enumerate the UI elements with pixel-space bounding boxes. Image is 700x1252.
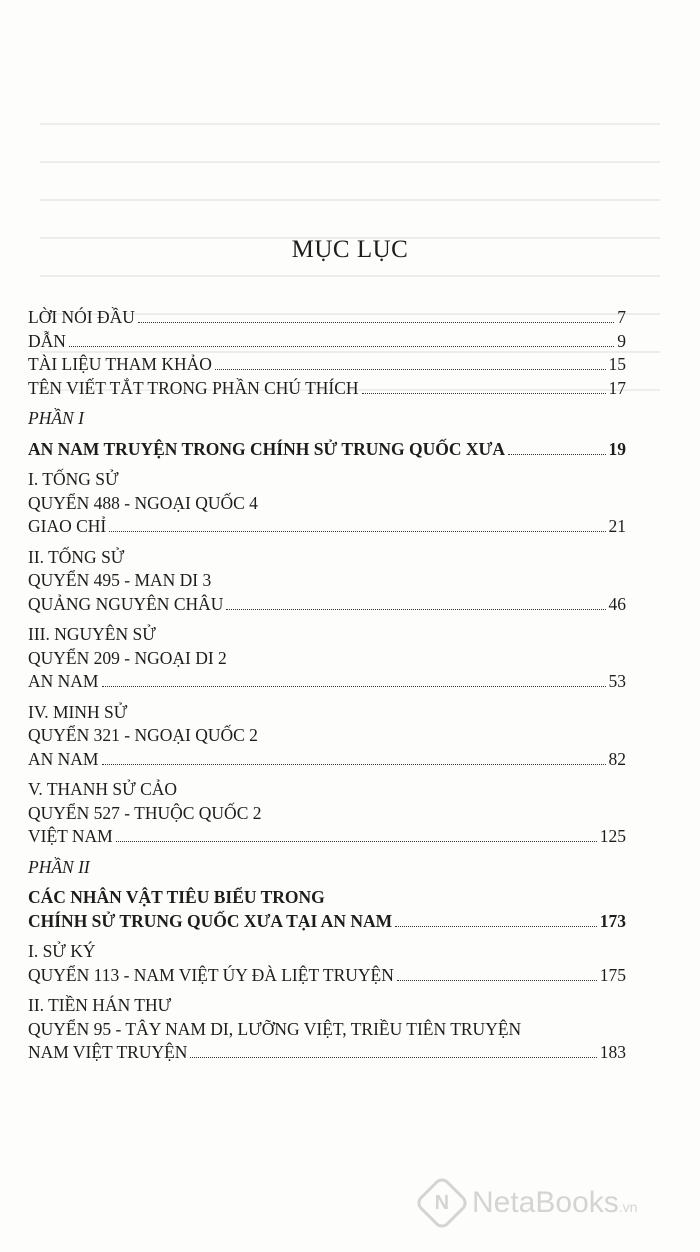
watermark-brand: NetaBooks [472, 1186, 619, 1219]
dot-leader [397, 980, 597, 981]
toc-entry-title: QUYỂN 209 - NGOẠI DI 2 [28, 647, 227, 668]
table-of-contents [28, 306, 626, 1065]
toc-page-number: 46 [608, 593, 626, 614]
toc-entry-title: I. SỬ KÝ [28, 941, 96, 961]
toc-entry-title: TÀI LIỆU THAM KHẢO [28, 354, 212, 374]
toc-entry-title: CHÍNH SỬ TRUNG QUỐC XƯA TẠI AN NAM [28, 910, 393, 931]
toc-page-number: 9 [617, 330, 626, 351]
dot-leader [215, 369, 606, 370]
toc-entry [28, 1041, 626, 1065]
toc-entry-title: QUYỂN 527 - THUỘC QUỐC 2 [28, 802, 262, 823]
dot-leader [102, 764, 606, 765]
toc-entry [28, 438, 626, 462]
dot-leader [116, 841, 597, 842]
toc-page-number: 173 [599, 910, 626, 931]
toc-section-heading [28, 468, 626, 492]
watermark [422, 1183, 637, 1223]
toc-page-number: 19 [608, 438, 626, 459]
toc-section-heading [28, 492, 626, 516]
toc-entry-title: III. NGUYÊN SỬ [28, 624, 156, 644]
toc-entry-title: AN NAM TRUYỆN TRONG CHÍNH SỬ TRUNG QUỐC XƯA [28, 438, 506, 459]
toc-section-heading [28, 569, 626, 593]
toc-section-heading [28, 778, 626, 802]
toc-page-number: 15 [608, 354, 626, 374]
toc-entry [28, 748, 626, 772]
toc-entry-title: TÊN VIẾT TẮT TRONG PHẦN CHÚ THÍCH [28, 377, 359, 398]
dot-leader [69, 346, 614, 347]
dot-leader [226, 609, 605, 610]
toc-entry-title: AN NAM [28, 671, 99, 691]
toc-entry-title: VIỆT NAM [28, 826, 113, 846]
toc-entry [28, 306, 626, 330]
toc-entry-title: QUYỂN 95 - TÂY NAM DI, LƯỠNG VIỆT, TRIỀU TIÊN TRUYỆN [28, 1018, 522, 1039]
toc-page-number: 53 [608, 671, 626, 691]
dot-leader [109, 531, 605, 532]
toc-page-number: 7 [617, 307, 626, 327]
toc-entry-title: QUẢNG NGUYÊN CHÂU [28, 593, 224, 614]
toc-entry [28, 670, 626, 694]
toc-entry [28, 377, 626, 401]
toc-entry-title: II. TỐNG SỬ [28, 546, 125, 567]
toc-section-heading [28, 994, 626, 1018]
toc-entry-title: QUYỂN 495 - MAN DI 3 [28, 570, 212, 590]
dot-leader [508, 454, 605, 455]
watermark-suffix: .vn [618, 1199, 638, 1215]
toc-section-heading [28, 886, 626, 910]
toc-entry [28, 515, 626, 539]
toc-page-number: 82 [608, 748, 626, 769]
toc-entry [28, 964, 626, 988]
toc-entry-title: QUYỂN 113 - NAM VIỆT ÚY ĐÀ LIỆT TRUYỆN [28, 964, 394, 985]
toc-section-heading [28, 623, 626, 647]
toc-entry-title: CÁC NHÂN VẬT TIÊU BIỂU TRONG [28, 887, 325, 907]
toc-page-number: 17 [608, 377, 626, 398]
toc-entry-title: AN NAM [28, 748, 99, 769]
toc-page-number: 175 [599, 964, 626, 985]
toc-entry-title: DẪN [28, 330, 66, 351]
toc-entry [28, 593, 626, 617]
toc-section-heading [28, 546, 626, 570]
toc-section-heading [28, 802, 626, 826]
toc-entry-title: NAM VIỆT TRUYỆN [28, 1042, 188, 1062]
dot-leader [138, 322, 614, 323]
netabooks-logo-icon: N [414, 1175, 471, 1232]
toc-section-heading [28, 1018, 626, 1042]
toc-entry [28, 330, 626, 354]
toc-entry-title: QUYỂN 488 - NGOẠI QUỐC 4 [28, 492, 258, 513]
toc-section-heading [28, 701, 626, 725]
toc-entry-title: QUYỂN 321 - NGOẠI QUỐC 2 [28, 725, 258, 745]
toc-entry-title: IV. MINH SỬ [28, 701, 128, 722]
toc-entry-title: LỜI NÓI ĐẦU [28, 307, 135, 327]
toc-entry-title: I. TỐNG SỬ [28, 469, 119, 489]
page-title: MỤC LỤC [291, 236, 409, 263]
toc-entry [28, 910, 626, 934]
toc-entry [28, 353, 626, 377]
toc-section-heading [28, 940, 626, 964]
toc-entry-title: V. THANH SỬ CẢO [28, 779, 178, 799]
toc-entry [28, 825, 626, 849]
dot-leader [362, 393, 606, 394]
dot-leader [395, 926, 597, 927]
toc-entry-title: GIAO CHỈ [28, 516, 107, 536]
toc-page-number: 125 [599, 826, 626, 846]
dot-leader [190, 1057, 596, 1058]
toc-page-number: 21 [608, 516, 626, 536]
toc-part-label: PHẦN II [28, 856, 90, 877]
toc-part-label: PHẦN I [28, 408, 84, 428]
dot-leader [102, 686, 606, 687]
toc-section-heading [28, 724, 626, 748]
toc-section-heading [28, 647, 626, 671]
toc-page-number: 183 [599, 1042, 626, 1062]
toc-entry-title: II. TIỀN HÁN THƯ [28, 995, 172, 1015]
